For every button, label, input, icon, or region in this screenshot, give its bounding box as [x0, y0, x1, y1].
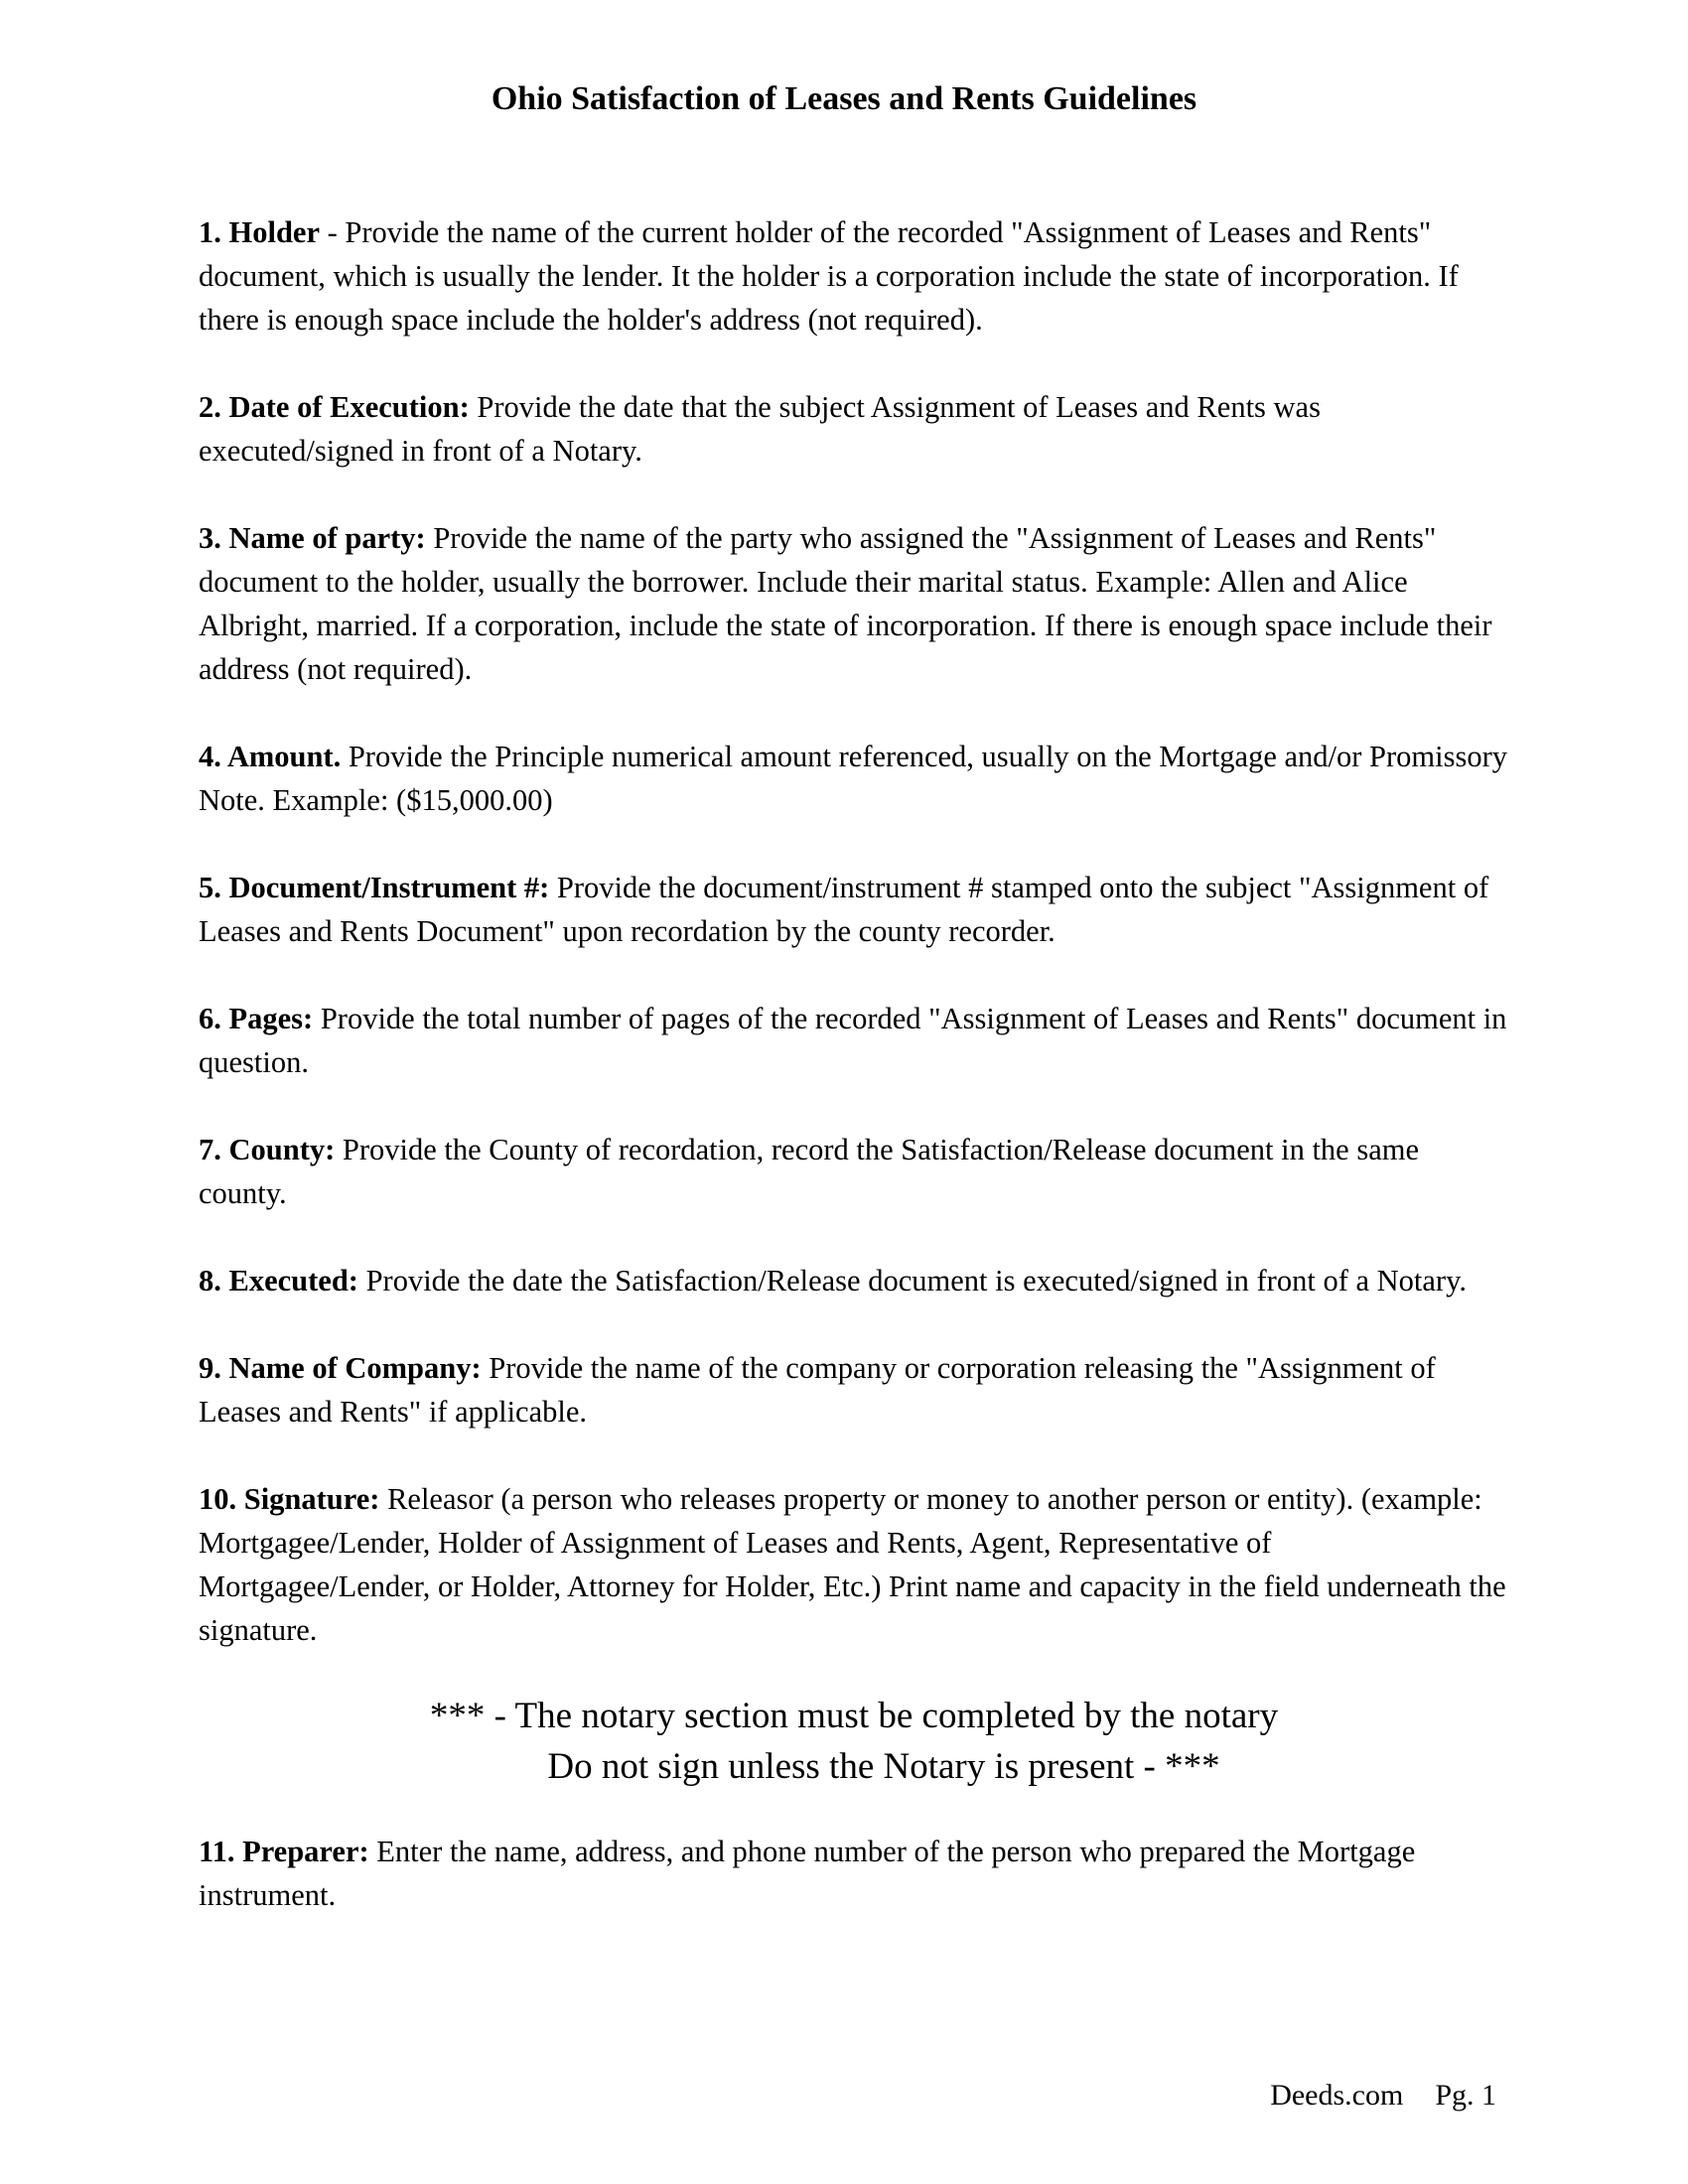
item-text: Provide the date the Satisfaction/Release document is executed/signed in front of a Notary.	[357, 1264, 1467, 1297]
item-label: 2. Date of Execution:	[199, 390, 470, 424]
guideline-item-name-of-party	[199, 516, 1509, 691]
item-label: 3. Name of party:	[199, 521, 426, 555]
item-text: Provide the total number of pages of the recorded "Assignment of Leases and Rents" document in question.	[199, 1002, 1507, 1079]
guideline-item-date-of-execution	[199, 385, 1509, 473]
item-label: 11. Preparer:	[199, 1835, 369, 1868]
notary-notice-line-2: Do not sign unless the Notary is present - ***	[547, 1746, 1220, 1787]
page-title: Ohio Satisfaction of Leases and Rents Guidelines	[491, 80, 1197, 117]
guideline-item-executed	[199, 1259, 1509, 1302]
item-label: 7. County:	[199, 1133, 336, 1166]
page-number: Pg. 1	[1435, 2079, 1496, 2112]
footer-site: Deeds.com	[1270, 2079, 1404, 2112]
guideline-item-signature	[199, 1477, 1509, 1652]
guideline-item-name-of-company	[199, 1346, 1509, 1433]
guideline-item-document-instrument	[199, 866, 1509, 953]
guideline-item-holder	[199, 210, 1509, 341]
guidelines-list	[199, 210, 1509, 1961]
notary-notice	[199, 1691, 1509, 1792]
item-label: 6. Pages:	[199, 1002, 314, 1035]
item-text: Provide the date that the subject Assignment of Leases and Rents was executed/signed in front of a Notary.	[199, 390, 1321, 468]
item-text: - Provide the name of the current holder of the recorded "Assignment of Leases and Rents" document, which is usually the lender. It the holder is a corporation include the state of incorporation. If there is enough space include the holder's address (not required).	[199, 215, 1459, 337]
item-text: Provide the document/instrument # stamped onto the subject "Assignment of Leases and Rents Document" upon recordation by the county recorder.	[199, 871, 1489, 948]
item-label: 8. Executed:	[199, 1264, 358, 1297]
item-label: 5. Document/Instrument #:	[199, 871, 550, 904]
item-text: Releasor (a person who releases property or money to another person or entity). (example: Mortgagee/Lender, Holder of Assignment of Leases and Rents, Agent, Representative of Mortgagee/Lender, or Holder, Attorney for Holder, Etc.) Print name and capacity in the field underneath the signature.	[199, 1482, 1506, 1647]
item-text: Enter the name, address, and phone number of the person who prepared the Mortgage instrument.	[199, 1835, 1416, 1912]
item-text: Provide the Principle numerical amount referenced, usually on the Mortgage and/or Promissory Note. Example: ($15,000.00)	[199, 740, 1508, 817]
item-label: 1. Holder	[199, 215, 320, 249]
item-label: 10. Signature:	[199, 1482, 380, 1516]
page-footer	[1270, 2076, 1496, 2116]
item-text: Provide the name of the company or corporation releasing the "Assignment of Leases and Rents" if applicable.	[199, 1351, 1436, 1429]
item-text: Provide the County of recordation, record the Satisfaction/Release document in the same county.	[199, 1133, 1420, 1210]
item-label: 9. Name of Company:	[199, 1351, 482, 1385]
guideline-item-pages	[199, 997, 1509, 1084]
guideline-item-county	[199, 1128, 1509, 1215]
guideline-item-amount	[199, 735, 1509, 822]
guideline-item-preparer	[199, 1830, 1509, 1917]
notary-notice-line-1: *** - The notary section must be completed by the notary	[429, 1696, 1279, 1736]
item-label: 4. Amount.	[199, 740, 342, 773]
item-text: Provide the name of the party who assigned the "Assignment of Leases and Rents" document to the holder, usually the borrower. Include their marital status. Example: Allen and Alice Albright, married. If a corporation, include the state of incorporation. If there is enough space include their address (not required).	[199, 521, 1492, 686]
